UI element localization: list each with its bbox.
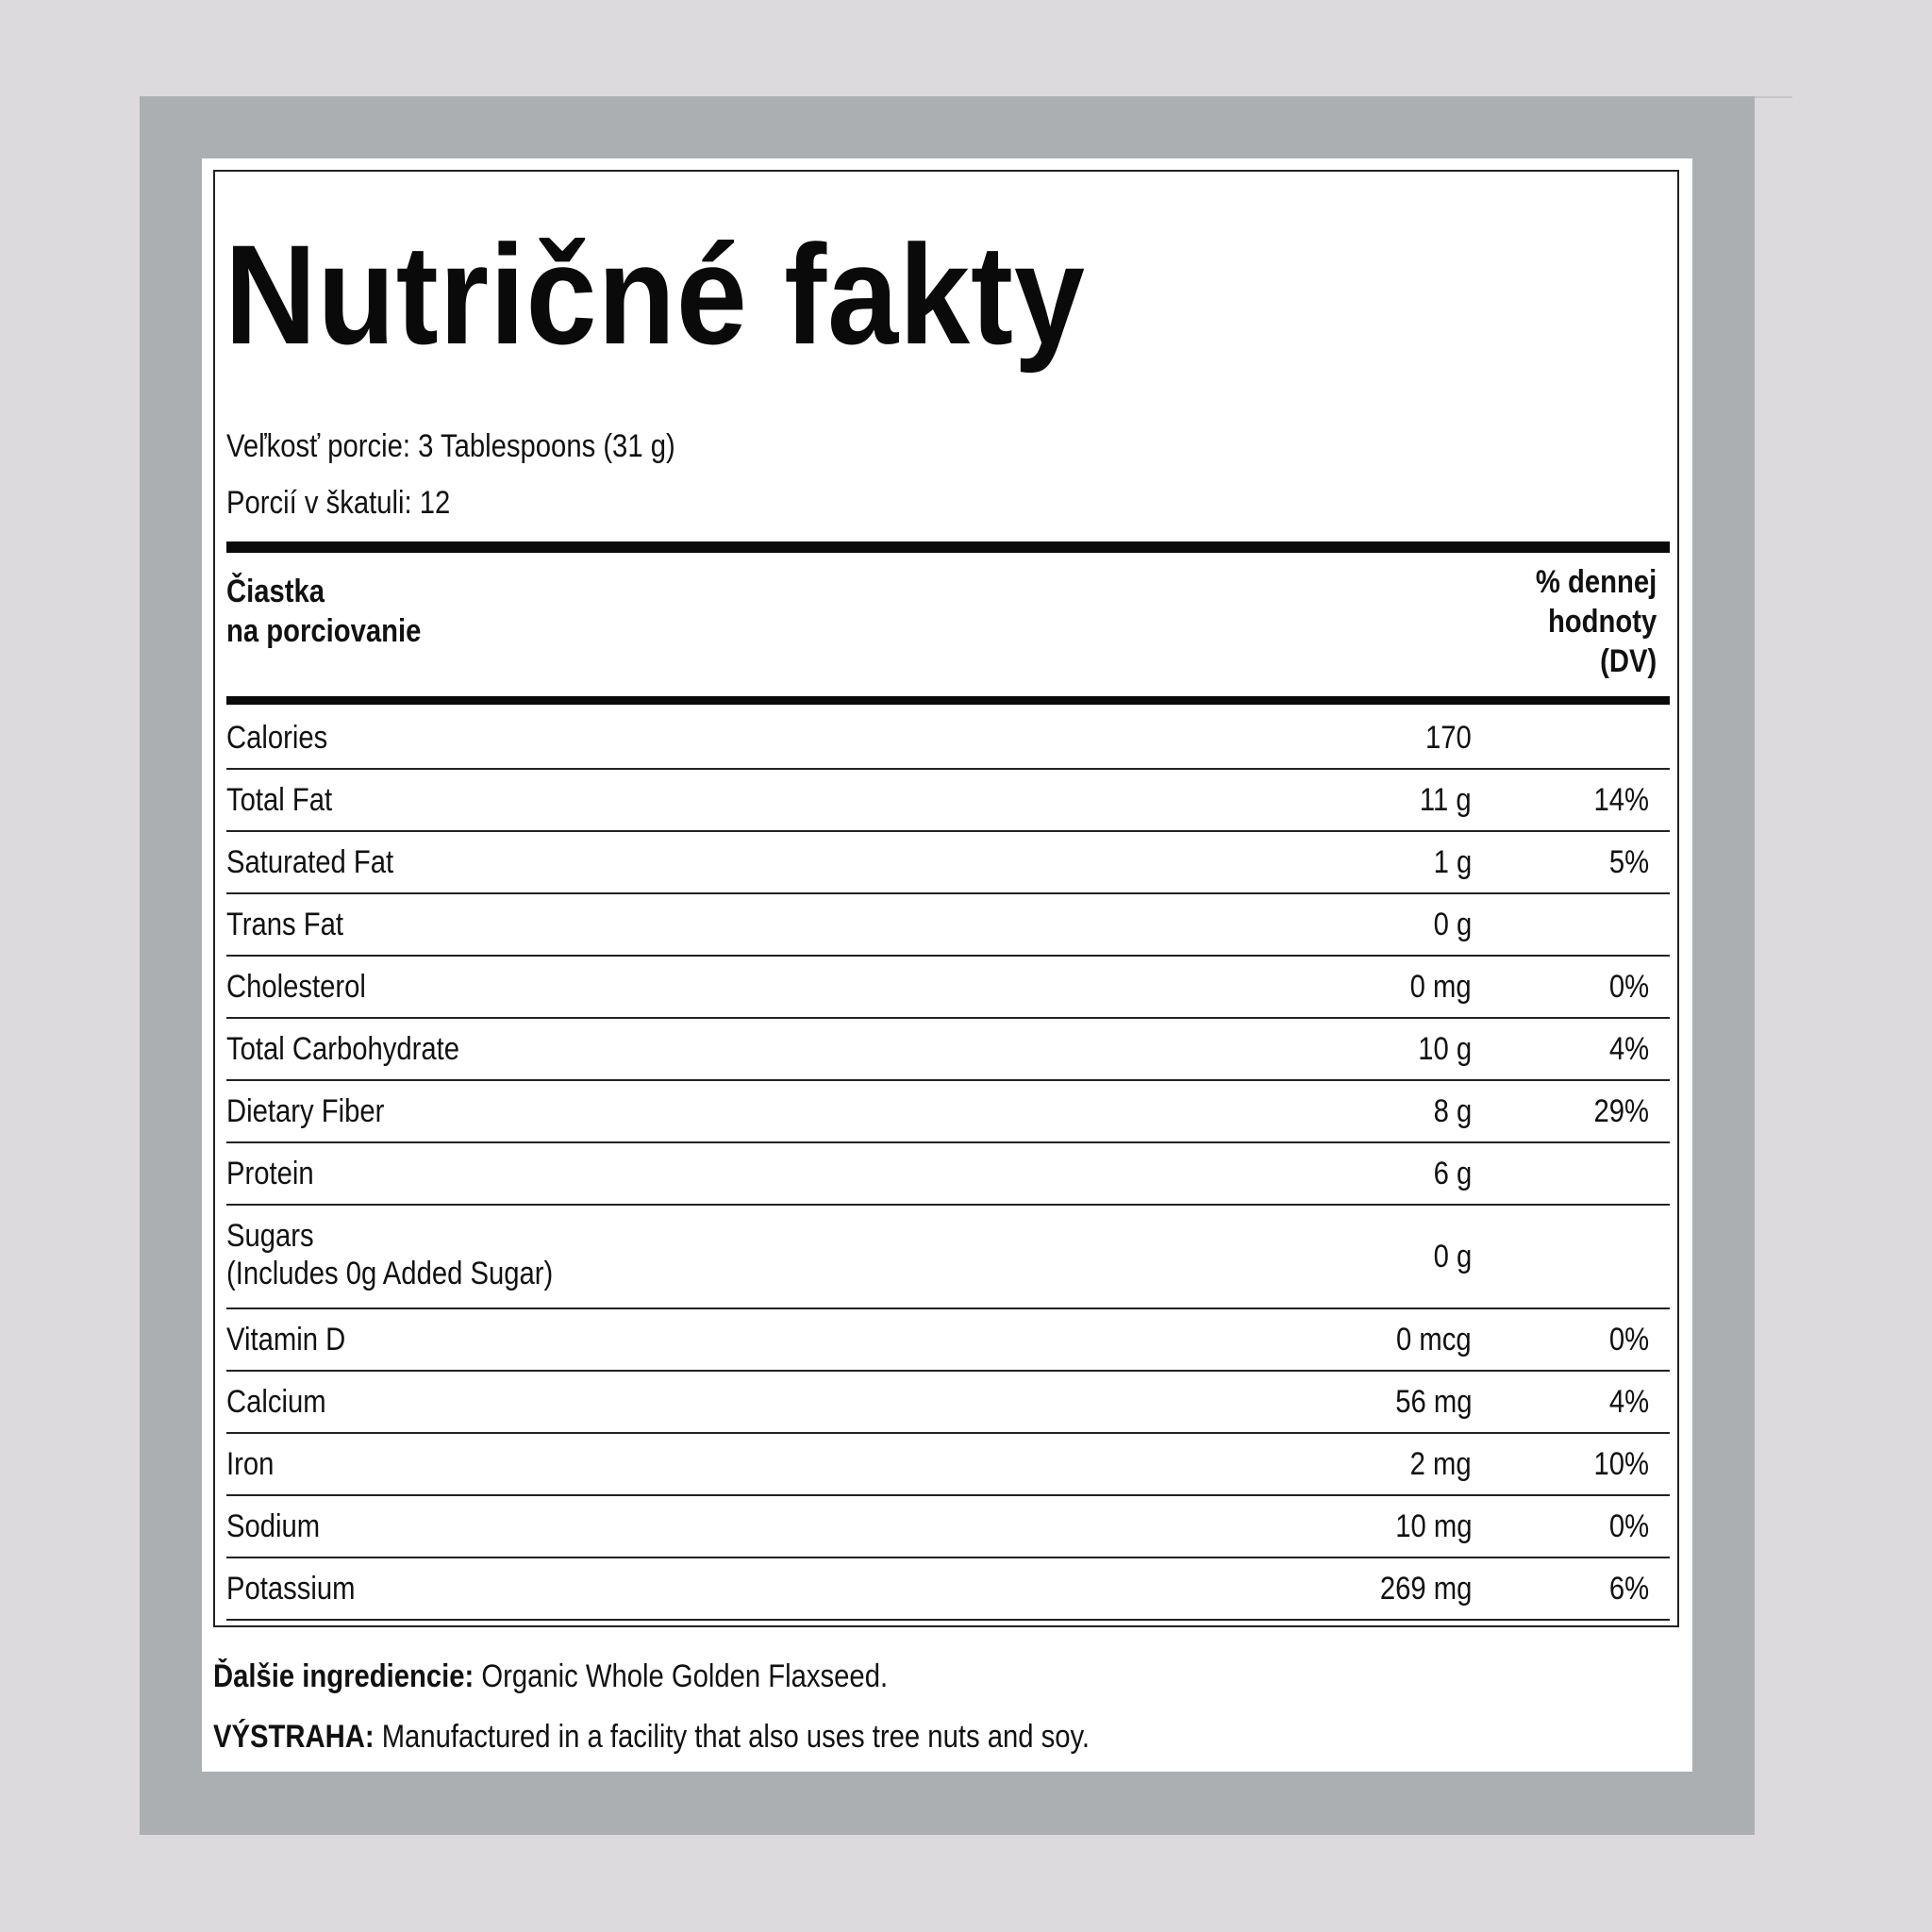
nutrient-name: Sodium: [226, 1508, 321, 1544]
nutrient-name: Iron: [226, 1446, 275, 1482]
nutrient-row: [226, 1143, 1670, 1206]
nutrient-row: [226, 1434, 1670, 1496]
nutrient-amount: 269 mg: [1379, 1571, 1472, 1607]
nutrient-row: [226, 708, 1670, 770]
nutrient-dv: 0%: [1608, 1322, 1649, 1357]
nutrient-amount: 56 mg: [1394, 1384, 1472, 1420]
nutrient-row: [226, 1372, 1670, 1434]
nutrient-amount: 2 mg: [1409, 1446, 1472, 1482]
nutrient-name: Total Fat: [226, 782, 333, 818]
nutrient-dv: 14%: [1593, 782, 1649, 818]
corner-line: [1755, 96, 1792, 98]
nutrient-amount: 8 g: [1433, 1093, 1472, 1129]
nutrient-table: [226, 708, 1670, 1621]
nutrient-dv: 0%: [1608, 1508, 1649, 1544]
nutrient-row: [226, 1019, 1670, 1081]
nutrient-name-main: Sugars: [226, 1218, 314, 1254]
nutrient-amount: 1 g: [1433, 844, 1472, 880]
dv-header: [1536, 562, 1657, 681]
nutrient-dv: 5%: [1608, 844, 1649, 880]
nutrition-facts-box: [213, 170, 1679, 1627]
dv-header-line2: hodnoty: [1547, 604, 1657, 640]
nutrient-amount: 10 g: [1418, 1031, 1472, 1067]
label-title: Nutričné fakty: [225, 215, 1086, 374]
ingredients-label: Ďalšie ingrediencie:: [213, 1658, 475, 1694]
nutrient-row: [226, 894, 1670, 957]
ingredients-text: Organic Whole Golden Flaxseed.: [474, 1658, 889, 1694]
dv-header-line3: (DV): [1599, 643, 1657, 679]
warning-label: VÝSTRAHA:: [213, 1719, 375, 1755]
nutrient-name: Cholesterol: [226, 969, 366, 1005]
nutrient-amount: 0 mg: [1409, 969, 1472, 1005]
nutrient-name: Protein: [226, 1156, 314, 1191]
nutrient-row: [226, 832, 1670, 894]
nutrient-dv: 29%: [1593, 1093, 1649, 1129]
warning-text: Manufactured in a facility that also uses tree nuts and soy.: [374, 1719, 1091, 1755]
dv-header-line1: % dennej: [1535, 564, 1657, 600]
nutrient-dv: 0%: [1608, 969, 1649, 1005]
nutrient-row: [226, 1081, 1670, 1143]
serving-size: Veľkosť porcie: 3 Tablespoons (31 g): [226, 428, 675, 464]
nutrient-dv: 4%: [1608, 1384, 1649, 1420]
nutrient-name: Saturated Fat: [226, 844, 394, 880]
nutrient-name: Trans Fat: [226, 907, 344, 942]
nutrient-name-sub: (Includes 0g Added Sugar): [226, 1256, 554, 1291]
label-card: [202, 158, 1692, 1772]
nutrient-dv: 4%: [1608, 1031, 1649, 1067]
ingredients-line: [213, 1658, 888, 1695]
nutrient-amount: 11 g: [1420, 782, 1472, 818]
nutrient-name: Vitamin D: [226, 1322, 346, 1357]
nutrient-name: Calories: [226, 720, 328, 756]
nutrient-row: [226, 770, 1670, 832]
nutrient-amount: 10 mg: [1394, 1508, 1472, 1544]
nutrient-row: [226, 1496, 1670, 1558]
nutrient-amount: 0 g: [1433, 1239, 1472, 1274]
nutrient-name: [226, 1217, 553, 1292]
header-thick-rule: [226, 696, 1670, 705]
nutrient-name: Calcium: [226, 1384, 326, 1420]
amount-header: [226, 572, 421, 651]
nutrient-row: [226, 1206, 1670, 1309]
servings-per-container: Porcií v škatuli: 12: [226, 485, 451, 521]
nutrient-dv: 10%: [1593, 1446, 1649, 1482]
nutrient-dv: 6%: [1608, 1571, 1649, 1607]
nutrient-row: [226, 957, 1670, 1019]
nutrient-name: Dietary Fiber: [226, 1093, 385, 1129]
nutrient-row: [226, 1558, 1670, 1621]
nutrient-amount: 170: [1425, 720, 1472, 756]
nutrient-name: Potassium: [226, 1571, 356, 1607]
nutrient-amount: 6 g: [1433, 1156, 1472, 1191]
nutrient-row: [226, 1309, 1670, 1372]
nutrient-amount: 0 g: [1433, 907, 1472, 942]
top-thick-rule: [226, 541, 1670, 553]
nutrient-amount: 0 mcg: [1396, 1322, 1472, 1357]
nutrient-name: Total Carbohydrate: [226, 1031, 460, 1067]
warning-line: [213, 1719, 1090, 1756]
amount-header-line1: Čiastka: [226, 574, 325, 609]
amount-header-line2: na porciovanie: [226, 613, 422, 649]
